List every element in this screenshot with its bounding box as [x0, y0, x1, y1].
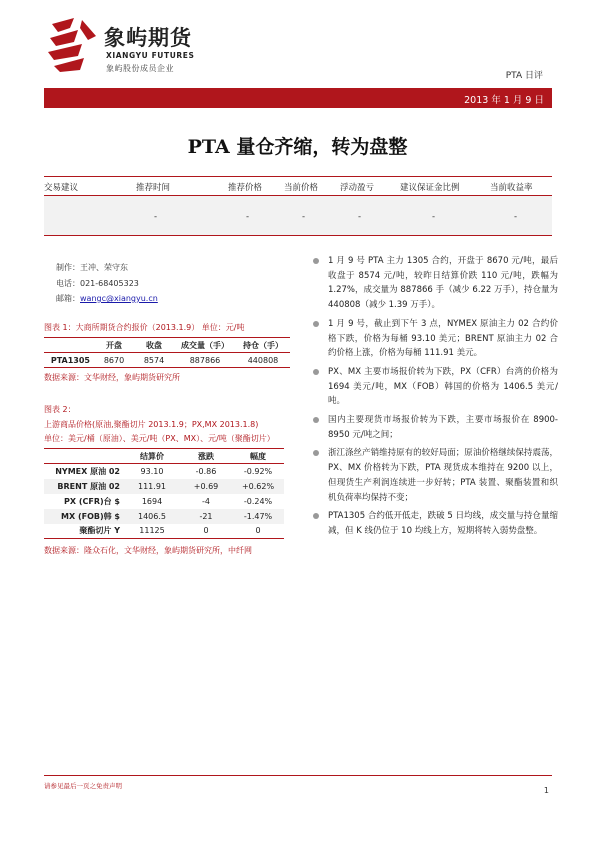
table-header-row — [44, 338, 290, 353]
table-cell: 聚酯切片 Y — [79, 526, 120, 536]
table2-caption-line3: 单位：美元/桶（原油）、美元/吨（PX、MX）、元/吨（聚酯切片） — [44, 434, 275, 443]
advice-header: 推荐时间 — [136, 183, 171, 193]
table-cell: 1694 — [141, 496, 163, 506]
advice-value: - — [432, 212, 436, 222]
xiangyu-logo-icon — [44, 16, 100, 74]
logo-chinese-name: 象屿期货 — [104, 26, 192, 50]
trading-advice-table — [44, 176, 552, 236]
table-cell: 1406.5 — [124, 509, 180, 524]
email-label: 邮箱： — [56, 294, 80, 303]
list-item: 浙江涤丝产销维持原有的较好局面；原油价格继续保持震荡，PX、MX 价格转为下跌，PTA 现货成本维持在 9200 以上，但现货生产利润连续进一步好转；PTA 装置、聚酯装置和织机负荷率均保持不变； — [312, 446, 558, 505]
advice-header: 推荐价格 — [228, 183, 263, 193]
page-title: PTA 量仓齐缩，转为盘整 — [187, 136, 408, 158]
table-cell: 8670 — [103, 355, 125, 365]
table-header — [44, 449, 124, 464]
table-header: 收盘 — [146, 340, 162, 350]
table-cell: -1.47% — [232, 509, 284, 524]
table-cell: 0 — [255, 526, 261, 536]
table-row — [44, 479, 284, 494]
table-cell: BRENT 原油 02 — [44, 479, 124, 494]
author-producer: 制作：王冲、荣守东 — [56, 263, 128, 272]
table-header: 幅度 — [250, 451, 266, 461]
table-header: 开盘 — [106, 340, 122, 350]
table-cell: 440808 — [247, 355, 279, 365]
table-header: 持仓（手） — [243, 340, 283, 350]
footer-divider — [44, 775, 552, 776]
table-row — [44, 509, 284, 524]
table2-caption-line2: 上游商品价格(原油,聚酯切片 2013.1.9；PX,MX 2013.1.8) — [44, 420, 259, 429]
table-row — [44, 464, 284, 479]
table-row — [44, 353, 290, 368]
advice-value: - — [514, 212, 518, 222]
advice-header: 交易建议 — [44, 183, 79, 193]
table-cell: NYMEX 原油 02 — [55, 466, 120, 476]
table-cell: 93.10 — [140, 466, 164, 476]
company-logo — [44, 16, 214, 74]
table-header-row — [44, 449, 284, 464]
advice-header-row — [44, 176, 552, 196]
table-cell: -0.86 — [195, 466, 217, 476]
report-type: PTA 日评 — [505, 71, 543, 81]
advice-value-row — [44, 196, 552, 236]
advice-header: 建议保证金比例 — [400, 183, 460, 193]
table-cell: 11125 — [139, 526, 165, 536]
table-cell: -21 — [180, 509, 232, 524]
advice-header: 当前收益率 — [490, 183, 533, 193]
advice-header: 浮动盈亏 — [340, 183, 375, 193]
table-cell: 0 — [203, 526, 209, 536]
table-header — [44, 338, 94, 353]
author-phone: 电话：021-68405323 — [56, 279, 139, 288]
advice-value: - — [246, 212, 250, 222]
table-cell: +0.62% — [232, 479, 284, 494]
author-email — [56, 293, 158, 304]
table-cell: MX (FOB)韩 $ — [44, 509, 124, 524]
logo-english-name: XIANGYU FUTURES — [106, 51, 195, 60]
list-item: 1 月 9 号，截止到下午 3 点，NYMEX 原油主力 02 合约价格下跌，价格为每桶 93.10 美元；BRENT 原油主力 02 合约价格上涨，价格为每桶 111.91 美元。 — [312, 317, 558, 361]
table-cell: PX (CFR)台 $ — [64, 496, 120, 506]
table-row — [44, 524, 284, 539]
table-header: 成交量（手） — [181, 340, 229, 350]
email-link[interactable]: wangc@xiangyu.cn — [80, 294, 158, 303]
table2-source: 数据来源：隆众石化，文华财经，象屿期货研究所，中纤网 — [44, 546, 252, 555]
report-date: 2013 年 1 月 9 日 — [464, 95, 544, 106]
table-header: 涨跌 — [198, 451, 214, 461]
analysis-bullet-list — [312, 254, 558, 543]
list-item: PX、MX 主要市场报价转为下跌，PX（CFR）台湾的价格为 1694 美元/吨，MX（FOB）韩国的价格为 1406.5 美元/吨。 — [312, 365, 558, 409]
table-header: 结算价 — [140, 451, 164, 461]
advice-value: - — [302, 212, 306, 222]
advice-value: - — [358, 212, 362, 222]
table-cell: -4 — [202, 496, 210, 506]
table-cell: 887866 — [189, 355, 221, 365]
table-cell: PTA1305 — [50, 355, 90, 365]
table1-caption: 图表 1：大商所期货合约报价（2013.1.9） 单位：元/吨 — [44, 323, 245, 332]
advice-value: - — [154, 212, 158, 222]
table-cell: 8574 — [143, 355, 165, 365]
date-bar — [44, 88, 552, 108]
table-cell: 111.91 — [124, 479, 180, 494]
table-cell: +0.69 — [180, 479, 232, 494]
upstream-price-table — [44, 448, 284, 539]
advice-header: 当前价格 — [284, 183, 319, 193]
table1-source: 数据来源：文华财经，象屿期货研究所 — [44, 373, 180, 382]
page-number: 1 — [543, 786, 549, 795]
futures-quote-table — [44, 337, 290, 368]
table2-caption: 图表 2： — [44, 405, 76, 414]
list-item: 国内主要现货市场报价转为下跌，主要市场报价在 8900-8950 元/吨之间； — [312, 413, 558, 442]
table-row — [44, 494, 284, 509]
list-item: 1 月 9 号 PTA 主力 1305 合约，开盘于 8670 元/吨，最后收盘于 8574 元/吨，较昨日结算价跌 110 元/吨，跌幅为 1.27%，成交量为 887866 手（减少 6.22 万手），持仓量为 440808（减少 1.39 万手）。 — [312, 254, 558, 313]
footer-disclaimer[interactable]: 请参见最后一页之免责声明 — [44, 782, 122, 790]
table-cell: -0.24% — [243, 496, 273, 506]
table-cell: -0.92% — [243, 466, 273, 476]
list-item: PTA1305 合约低开低走，跌破 5 日均线，成交量与持仓量缩减，但 K 线仍位于 10 均线上方，短期将转入弱势盘整。 — [312, 509, 558, 538]
logo-subtitle: 象屿股份成员企业 — [106, 64, 174, 73]
